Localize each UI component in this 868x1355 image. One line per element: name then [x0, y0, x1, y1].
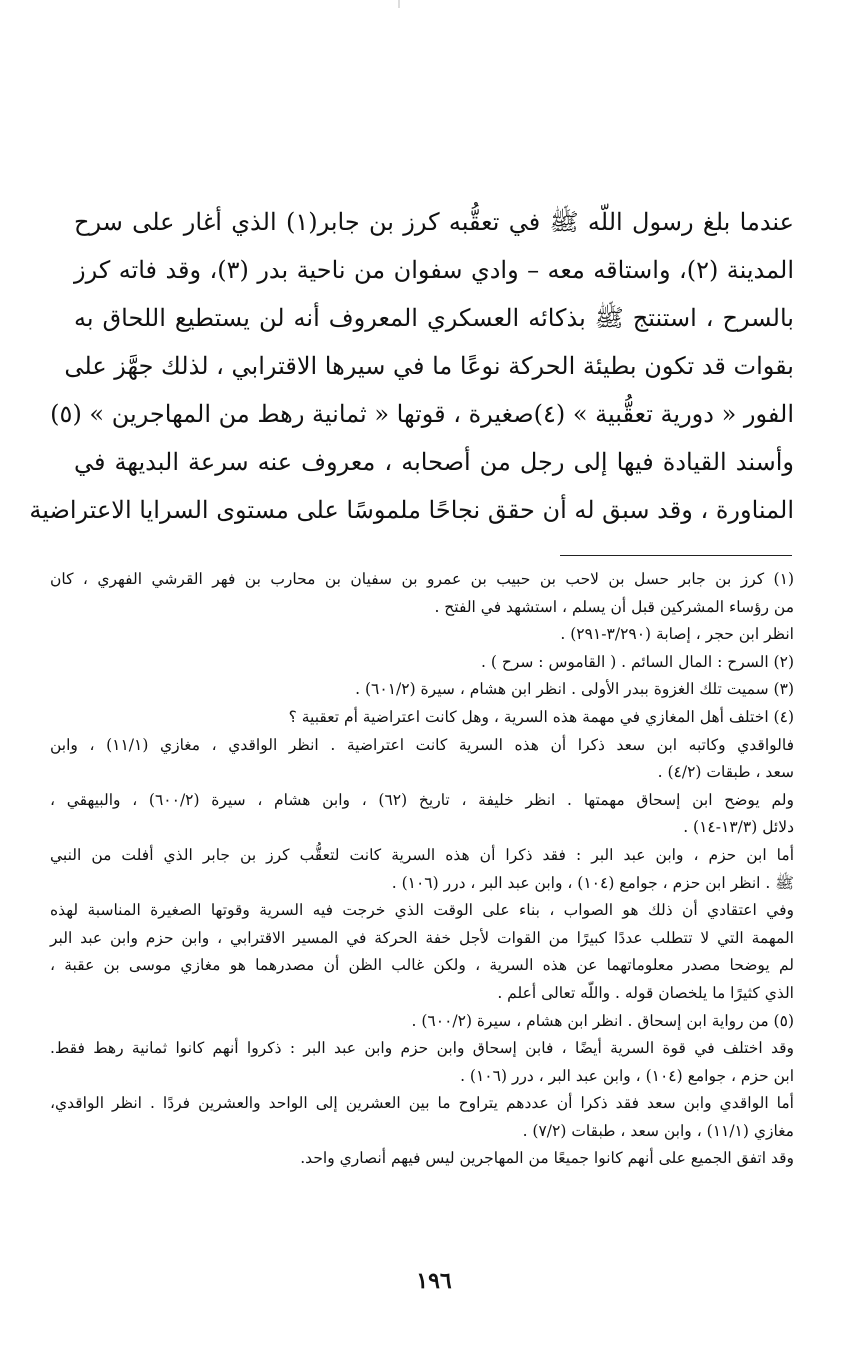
footnote-separator: [560, 555, 792, 556]
footnote-line: (٤) اختلف أهل المغازي في مهمة هذه السرية ، وهل كانت اعتراضية أم تعقبية ؟: [288, 707, 794, 726]
body-line: عندما بلغ رسول اللّه ﷺ في تعقُّبه كرز بن جابر(١) الذي أغار على سرح: [74, 208, 794, 236]
footnote-line: (٣) سميت تلك الغزوة ببدر الأولى . انظر ابن هشام ، سيرة (٦٠١/٢) .: [355, 680, 794, 699]
footnote-line: أما الواقدي وابن سعد فقد ذكرا أن عددهم يتراوح ما بين العشرين إلى الواحد والعشرين فردًا . انظر الواقدي،: [50, 1094, 794, 1113]
body-line: بقوات قد تكون بطيئة الحركة نوعًا ما في سيرها الاقترابي ، لذلك جهَّز على: [64, 352, 794, 380]
footnote-line: أما ابن حزم ، وابن عبد البر : فقد ذكرا أن هذه السرية كانت لتعقُّب كرز بن جابر الذي أفلت من النبي: [50, 845, 794, 864]
footnote-line: مغازي (١١/١) ، وابن سعد ، طبقات (٧/٢) .: [522, 1121, 794, 1140]
footnote-line: وقد اختلف في قوة السرية أيضًا ، فابن إسحاق وابن حزم وابن عبد البر : ذكروا أنهم كانوا ثمانية رهط فقط.: [50, 1039, 794, 1058]
footnote-line: دلائل (١٣/٣-١٤) .: [683, 818, 794, 837]
body-line: بالسرح ، استنتج ﷺ بذكائه العسكري المعروف أنه لن يستطيع اللحاق به: [74, 304, 794, 332]
footnote-line: ﷺ . انظر ابن حزم ، جوامع (١٠٤) ، وابن عبد البر ، درر (١٠٦) .: [391, 873, 794, 892]
footnote-line: ابن حزم ، جوامع (١٠٤) ، وابن عبد البر ، درر (١٠٦) .: [460, 1066, 794, 1085]
footnote-line: (٥) من رواية ابن إسحاق . انظر ابن هشام ، سيرة (٦٠٠/٢) .: [411, 1011, 794, 1030]
footnote-line: (١) كرز بن جابر حسل بن لاحب بن حبيب بن عمرو بن سفيان بن محارب بن فهر القرشي الفهري ، كان: [50, 570, 794, 588]
footnote-line: من رؤساء المشركين قبل أن يسلم ، استشهد في الفتح .: [434, 597, 794, 616]
footnote-line: (٢) السرح : المال السائم . ( القاموس : سرح ) .: [481, 652, 794, 671]
footnote-line: وقد اتفق الجميع على أنهم كانوا جميعًا من المهاجرين ليس فيهم أنصاري واحد.: [300, 1149, 794, 1168]
footnote-line: انظر ابن حجر ، إصابة (٣/٢٩٠-٢٩١) .: [560, 625, 794, 644]
main-body-text: [29, 198, 795, 534]
footnote-line: فالواقدي وكاتبه ابن سعد ذكرا أن هذه السرية كانت اعتراضية . انظر الواقدي ، مغازي (١١/١) ، وابن: [50, 735, 794, 754]
body-line: المدينة (٢)، واستاقه معه – وادي سفوان من ناحية بدر (٣)، وقد فاته كرز: [74, 256, 795, 284]
body-line: الفور « دورية تعقُّبية » (٤)صغيرة ، قوتها « ثمانية رهط من المهاجرين » (٥): [50, 400, 794, 428]
body-line: المناورة ، وقد سبق له أن حقق نجاحًا ملموسًا على مستوى السرايا الاعتراضية: [29, 496, 794, 524]
scan-mark: [398, 0, 400, 8]
footnote-line: الذي كثيرًا ما يلخصان قوله . واللّه تعالى أعلم .: [497, 983, 794, 1002]
footnote-line: سعد ، طبقات (٤/٢) .: [657, 763, 794, 782]
footnote-line: لم يوضحا مصدر معلوماتهما عن هذه السرية ، ولكن غالب الظن أن مصدرهما هو مغازي موسى بن عقبة ،: [50, 956, 794, 975]
footnotes: [50, 566, 794, 1173]
footnote-line: المهمة التي لا تتطلب عددًا كبيرًا من القوات لأجل خفة الحركة في المسير الاقترابي ، وابن حزم وابن عبد البر: [50, 928, 794, 947]
footnote-line: وفي اعتقادي أن ذلك هو الصواب ، بناء على الوقت الذي خرجت فيه السرية وقوتها الصغيرة المناسبة لهذه: [50, 901, 794, 920]
footnote-line: ولم يوضح ابن إسحاق مهمتها . انظر خليفة ، تاريخ (٦٢) ، وابن هشام ، سيرة (٦٠٠/٢) ، والبيهقي ،: [50, 790, 794, 809]
body-line: وأسند القيادة فيها إلى رجل من أصحابه ، معروف عنه سرعة البديهة في: [74, 448, 794, 476]
page-number: ١٩٦: [416, 1268, 452, 1294]
